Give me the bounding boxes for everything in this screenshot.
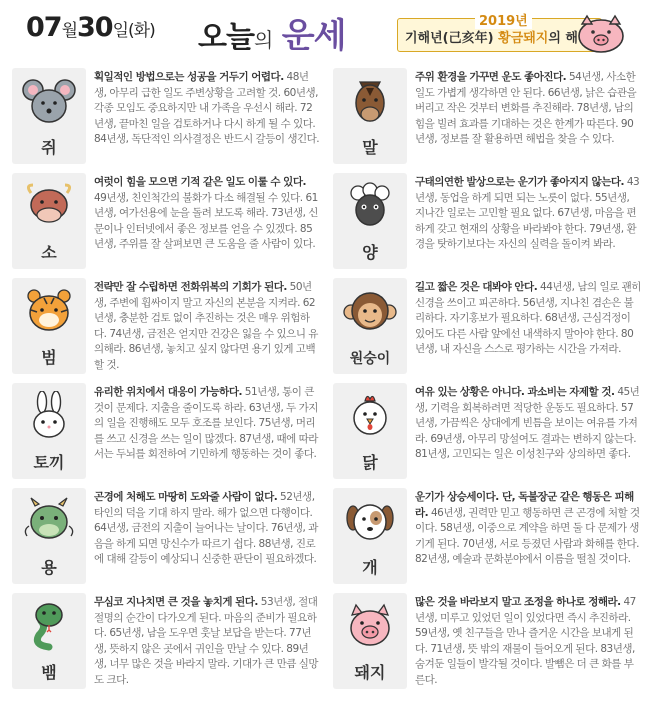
fortune-lead: 주위 환경을 가꾸면 운도 좋아진다. [415, 71, 567, 83]
banner-highlight: 황금돼지 [498, 31, 549, 46]
animal-name: 뱀 [41, 663, 57, 682]
date-day-unit: 일 [112, 21, 129, 41]
animal-name: 범 [41, 348, 57, 367]
avatar-cow [12, 173, 86, 269]
banner-suffix: 의 해 [548, 31, 578, 46]
horse-icon [340, 76, 400, 126]
tiger-icon [19, 286, 79, 336]
fortune-body: 46년생, 권력만 믿고 행동하면 큰 곤경에 처할 것이다. 58년생, 이중으로 계약을 하면 둘 다 문제가 생기게 된다. 70년생, 서로 등졌던 사람과 화해를 한다. 82년생, 예술과 문화분야에서 이름을 떨칠 것이다. [415, 506, 640, 566]
title-part-b: 의 [253, 28, 273, 52]
avatar-snake [12, 593, 86, 689]
fortune-rabbit [8, 379, 328, 483]
page-title [198, 8, 345, 57]
avatar-rooster [333, 383, 407, 479]
animal-name: 원숭이 [349, 351, 391, 367]
fortune-body: 47년생, 미루고 있었던 일이 있었다면 즉시 추진하라. 59년생, 옛 친구들을 만나 즐거운 시간을 보내게 된다. 71년생, 뜻 밖의 재물이 들어오게 된다. 83년생, 숨겨둔 일들이 발각될 것이다. 발뺌은 더 큰 화를 부른다. [415, 596, 636, 686]
date-weekday: (화) [128, 21, 155, 41]
rabbit-icon [19, 391, 79, 441]
fortune-text [94, 70, 320, 148]
animal-name: 용 [41, 558, 57, 577]
animal-name: 돼지 [354, 663, 386, 682]
fortune-lead: 곤경에 처해도 마땅히 도와줄 사람이 없다. [94, 491, 278, 503]
animal-name: 말 [362, 138, 378, 157]
fortune-body: 44년생, 남의 일로 괜히 신경을 쓰이고 피곤하다. 56년생, 지나친 겸손은 불리하다. 자기홍보가 필요하다. 68년생, 근심걱정이 있어도 다른 사람 앞에선 내색하지 말아야 한다. 80년생, 내 자신을 스스로 평가하는 시간을 가져라. [415, 281, 641, 356]
fortune-snake [8, 589, 328, 693]
fortune-text [415, 280, 641, 358]
header [0, 0, 649, 62]
snake-icon [19, 601, 79, 651]
dog-icon [340, 496, 400, 546]
fortune-text [94, 175, 320, 253]
fortune-lead: 운기가 상승세이다. 단, 독불장군 같은 행동은 피해라. [415, 491, 634, 519]
fortune-text [415, 175, 641, 253]
fortune-lead: 전략만 잘 수립하면 전화위복의 기회가 된다. [94, 281, 287, 293]
fortune-text [94, 280, 320, 374]
fortune-body: 52년생, 타인의 덕을 기대 하지 말라. 해가 없으면 다행이다. 64년생, 금전의 지출이 늘어나는 날이다. 76년생, 과음을 하게 되면 망신수가 따르기 쉽다. 88년생, 진로에 대해 갈등이 예상되니 신중한 판단이 필요하겠다. [94, 491, 318, 566]
date-month-unit: 월 [61, 21, 78, 41]
fortune-tiger [8, 274, 328, 378]
avatar-rat [12, 68, 86, 164]
fortune-lead: 많은 것을 바라보지 말고 조정을 하나로 정해라. [415, 596, 621, 608]
fortune-rooster [329, 379, 649, 483]
fortune-body: 50년생, 주변에 휩싸이지 말고 자신의 본분을 지켜라. 62년생, 충분한 검토 없이 추진하는 것은 매우 위험하다. 74년생, 금전은 얻지만 건강은 잃을 수 있으니 유의해라. 86년생, 놓치고 싶지 않다면 용기 있게 고백할 것. [94, 281, 318, 371]
avatar-rabbit [12, 383, 86, 479]
fortune-text [94, 595, 320, 689]
animal-name: 토끼 [33, 453, 65, 472]
date [26, 12, 155, 43]
avatar-pig [333, 593, 407, 689]
banner-year: 2019년 [475, 10, 532, 29]
fortune-lead: 여유 있는 상황은 아니다. 과소비는 자제할 것. [415, 386, 615, 398]
fortune-monkey [329, 274, 649, 378]
fortune-horse [329, 64, 649, 168]
dragon-icon [19, 496, 79, 546]
animal-name: 닭 [362, 453, 378, 472]
avatar-sheep [333, 173, 407, 269]
cow-icon [19, 181, 79, 231]
date-day: 30 [77, 12, 113, 43]
avatar-horse [333, 68, 407, 164]
animal-name: 쥐 [41, 138, 57, 157]
fortune-body: 45년생, 기력을 회복하려면 적당한 운동도 필요하다. 57년생, 가끔씩은 상대에게 빈틈을 보이는 여유를 가져라. 69년생, 아무리 망설여도 결과는 변하지 않는다. 81년생, 고민되는 일은 이성친구와 상의하면 좋다. [415, 386, 640, 461]
fortune-text [94, 385, 320, 463]
fortune-text [415, 490, 641, 568]
banner-text [405, 27, 578, 46]
sheep-icon [340, 181, 400, 231]
title-part-a: 오늘 [198, 20, 254, 55]
year-banner [397, 10, 637, 54]
pig-icon [340, 601, 400, 651]
fortune-lead: 유리한 위치에서 대응이 가능하다. [94, 386, 242, 398]
pig-icon [573, 12, 629, 54]
avatar-monkey [333, 278, 407, 374]
fortune-lead: 여럿이 힘을 모으면 기적 같은 일도 이룰 수 있다. [94, 176, 306, 188]
fortune-body: 43년생, 동업을 하게 되면 되는 노릇이 없다. 55년생, 지나간 일로는 고민할 필요 없다. 67년생, 마음을 편하게 갖고 현재의 상황을 바라봐야 한다. 79년생, 환경을 탓하기보다는 자신의 실력을 돌이켜 봐라. [415, 176, 640, 251]
avatar-tiger [12, 278, 86, 374]
fortune-body: 51년생, 통이 큰 것이 문제다. 지출을 줄이도록 하라. 63년생, 두 가지의 일을 진행해도 모두 호조를 보인다. 75년생, 머리를 쓰고 신경을 쓰는 일이 많겠다. 87년생, 때에 따라서는 두뇌를 회전하여 기민하게 행동하는 것이 좋다. [94, 386, 318, 461]
fortune-dog [329, 484, 649, 588]
animal-name: 소 [41, 243, 57, 262]
fortune-lead: 획일적인 방법으로는 성공을 거두기 어렵다. [94, 71, 284, 83]
rat-icon [19, 76, 79, 126]
fortune-text [415, 70, 641, 148]
fortune-pig [329, 589, 649, 693]
avatar-dog [333, 488, 407, 584]
fortune-sheep [329, 169, 649, 273]
animal-name: 양 [362, 243, 378, 262]
fortune-text [415, 595, 641, 689]
fortune-rat [8, 64, 328, 168]
title-part-c: 운세 [281, 16, 346, 56]
monkey-icon [340, 286, 400, 336]
fortune-dragon [8, 484, 328, 588]
banner-prefix: 기해년(己亥年) [405, 31, 494, 46]
fortune-text [94, 490, 320, 568]
fortune-body: 53년생, 절대 절명의 순간이 다가오게 된다. 마음의 준비가 필요하다. 65년생, 남을 도우면 훗날 보답을 받는다. 77년생, 뜻하지 않은 곳에서 귀인을 만날 수 있다. 89년생, 너무 많은 것을 바라지 말라. 기대가 큰 만큼 실망도 크다. [94, 596, 319, 686]
fortune-lead: 길고 짧은 것은 대봐야 안다. [415, 281, 538, 293]
fortune-lead: 무심코 지나치면 큰 것을 놓치게 된다. [94, 596, 258, 608]
rooster-icon [340, 391, 400, 441]
fortune-body: 49년생, 친인척간의 불화가 다소 해결될 수 있다. 61년생, 여가선용에 눈을 돌려 보도록 해라. 73년생, 신문이나 인터넷에서 좋은 정보를 얻을 수 있겠다. 85년생, 주위를 잘 살펴보면 큰 도움을 줄 사람이 있다. [94, 191, 318, 251]
animal-name: 개 [362, 558, 378, 577]
avatar-dragon [12, 488, 86, 584]
date-month: 07 [26, 12, 62, 43]
fortune-lead: 구태의연한 발상으로는 운기가 좋아지지 않는다. [415, 176, 624, 188]
fortune-body: 48년생, 아무리 급한 일도 주변상황을 고려할 것. 60년생, 각종 모임도 중요하지만 내 가족을 우선시 해라. 72년생, 끝마친 일을 검토하거나 다시 하게 될 수 있다. 84년생, 독단적인 의사결정은 반드시 갈등이 생긴다. [94, 71, 320, 146]
fortune-cow [8, 169, 328, 273]
fortune-text [415, 385, 641, 463]
fortune-body: 54년생, 사소한 일도 가볍게 생각하면 안 된다. 66년생, 낡은 습관을 버리고 작은 것부터 변화를 추진해라. 78년생, 남의 힘을 빌려 효과를 기대하는 것은 한계가 따른다. 90년생, 정보를 잘 활용하면 해법을 찾을 수 있다. [415, 71, 637, 146]
